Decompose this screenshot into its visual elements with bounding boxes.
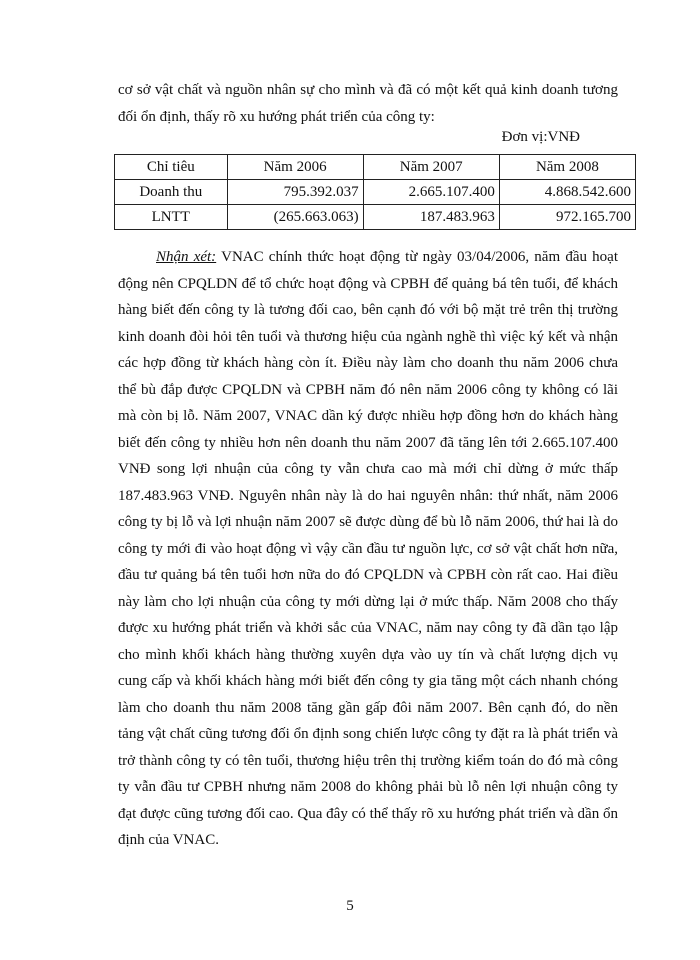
header-indicator: Chỉ tiêu (115, 155, 228, 180)
table-header-row (115, 155, 636, 180)
table-cell: 972.165.700 (499, 205, 635, 230)
page-number: 5 (346, 898, 354, 914)
header-year-2006: Năm 2006 (227, 155, 363, 180)
row-label: LNTT (115, 205, 228, 230)
table-cell: 2.665.107.400 (363, 180, 499, 205)
row-label: Doanh thu (115, 180, 228, 205)
table-cell: 187.483.963 (363, 205, 499, 230)
financial-table (114, 154, 636, 230)
header-year-2007: Năm 2007 (363, 155, 499, 180)
table-cell: 4.868.542.600 (499, 180, 635, 205)
comment-paragraph (118, 244, 618, 854)
intro-paragraph: cơ sở vật chất và nguồn nhân sự cho mình và đã có một kết quả kinh doanh tương đối ổn định, thấy rõ xu hướng phát triển của công ty: (118, 82, 618, 125)
comment-body: VNAC chính thức hoạt động từ ngày 03/04/2006, năm đầu hoạt động nên CPQLDN để tổ chức hoạt động và CPBH để quảng bá tên tuổi, để khách hàng biết đến công ty là tương đối cao, bên cạnh đó với bộ mặt trẻ trên thị trường kinh doanh đòi hỏi tên tuổi và thương hiệu của ngành nghề thì việc ký kết và nhận các hợp đồng từ khách hàng còn ít. Điều này làm cho doanh thu năm 2006 chưa thể bù đắp được CPQLDN và CPBH năm đó nên năm 2006 công ty không có lãi mà còn bị lỗ. Năm 2007, VNAC dần ký được nhiều hợp đồng hơn do khách hàng biết đến công ty nhiều hơn nên doanh thu năm 2007 đã tăng lên tới 2.665.107.400 VNĐ song lợi nhuận của công ty vẫn chưa cao mà mới chỉ dừng ở mức thấp 187.483.963 VNĐ. Nguyên nhân này là do hai nguyên nhân: thứ nhất, năm 2006 công ty bị lỗ và lợi nhuận năm 2007 sẽ được dùng để bù lỗ năm 2006, thứ hai là do công ty mới đi vào hoạt động vì vậy cần đầu tư nguồn lực, cơ sở vật chất hơn nữa, đầu tư quảng bá tên tuổi hơn nữa do đó CPQLDN và CPBH còn rất cao. Hai điều này làm cho lợi nhuận của công ty mới dừng lại ở mức thấp. Năm 2008 cho thấy được xu hướng phát triển và khởi sắc của VNAC, năm nay công ty đã dần tạo lập cho mình khối khách hàng thường xuyên dựa vào uy tín và chất lượng dịch vụ cung cấp và khối khách hàng mới biết đến công ty gia tăng một cách nhanh chóng làm cho doanh thu năm 2008 tăng gần gấp đôi năm 2007. Bên cạnh đó, do nền tảng vật chất cũng tương đối ổn định song chiến lược công ty đặt ra là phát triển và trở thành công ty có tên tuổi, thương hiệu trên thị trường kiểm toán do đó mà công ty vẫn đầu tư CPBH nhưng năm 2008 do không phải bù lỗ nên lợi nhuận công ty đạt được cũng tương đối cao. Qua đây có thể thấy rõ xu hướng phát triển và dần ổn định của VNAC. (118, 249, 618, 848)
header-year-2008: Năm 2008 (499, 155, 635, 180)
unit-label: Đơn vị:VNĐ (501, 129, 580, 145)
comment-label: Nhận xét: (156, 249, 217, 265)
table-cell: (265.663.063) (227, 205, 363, 230)
table-row-profit (115, 205, 636, 230)
table-cell: 795.392.037 (227, 180, 363, 205)
table-row-revenue (115, 180, 636, 205)
